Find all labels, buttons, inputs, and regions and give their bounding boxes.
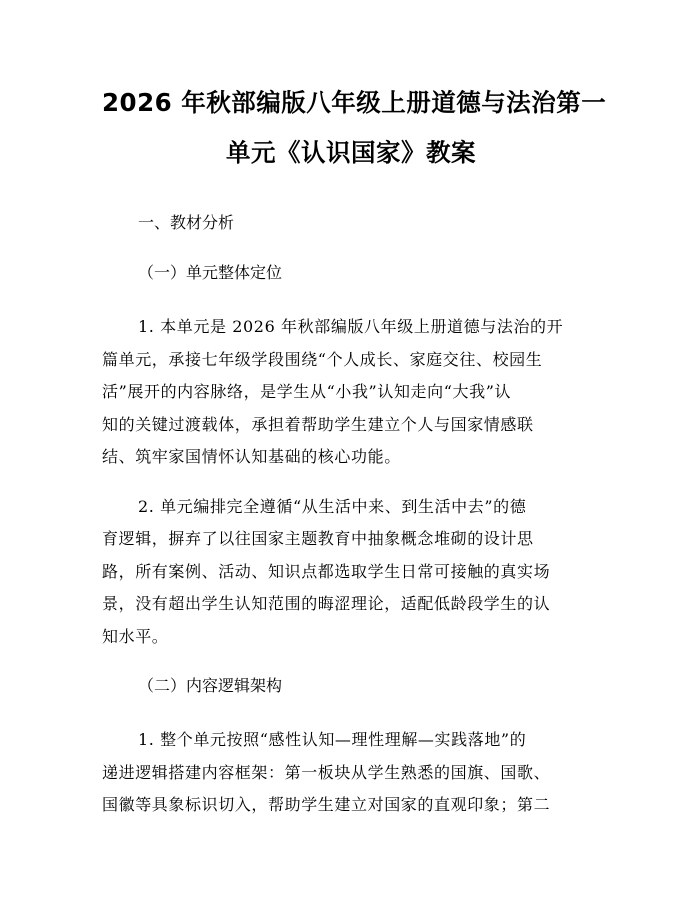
paragraph-line: 篇单元，承接七年级学段围绕“个人成长、家庭交往、校园生 — [102, 349, 543, 369]
paragraph-line: 知的关键过渡载体，承担着帮助学生建立个人与国家情感联 — [102, 414, 534, 434]
paragraph-line: 递进逻辑搭建内容框架：第一板块从学生熟悉的国旗、国歌、 — [102, 762, 551, 782]
paragraph-line: 育逻辑，摒弃了以往国家主题教育中抽象概念堆砌的设计思 — [102, 529, 534, 548]
subsection-heading-content-logic: （二）内容逻辑架构 — [138, 676, 283, 695]
section-heading-textbook-analysis: 一、教材分析 — [138, 213, 235, 232]
document-title — [102, 78, 607, 178]
paragraph-line: 1. 本单元是 2026 年秋部编版八年级上册道德与法治的开 — [138, 317, 564, 336]
paragraph-line: 结、筑牢家国情怀认知基础的核心功能。 — [102, 447, 401, 466]
paragraph-line: 1. 整个单元按照“感性认知—理性理解—实践落地”的 — [138, 730, 527, 749]
paragraph-unit-positioning-1 — [102, 311, 600, 474]
paragraph-line: 景，没有超出学生认知范围的晦涩理论，适配低龄段学生的认 — [102, 594, 551, 613]
paragraph-content-logic-1 — [102, 724, 600, 822]
paragraph-line: 活”展开的内容脉络，是学生从“小我”认知走向“大我”认 — [102, 382, 512, 401]
title-line-2: 单元《认识国家》教案 — [226, 138, 476, 167]
paragraph-line: 路，所有案例、活动、知识点都选取学生日常可接触的真实场 — [102, 561, 551, 581]
paragraph-line: 2. 单元编排完全遵循“从生活中来、到生活中去”的德 — [138, 496, 527, 516]
paragraph-line: 国徽等具象标识切入，帮助学生建立对国家的直观印象；第二 — [102, 795, 551, 814]
title-line-1: 2026 年秋部编版八年级上册道德与法治第一 — [102, 88, 607, 117]
paragraph-unit-positioning-2 — [102, 491, 600, 654]
paragraph-line: 知水平。 — [102, 626, 169, 646]
subsection-heading-unit-positioning: （一）单元整体定位 — [138, 263, 283, 282]
